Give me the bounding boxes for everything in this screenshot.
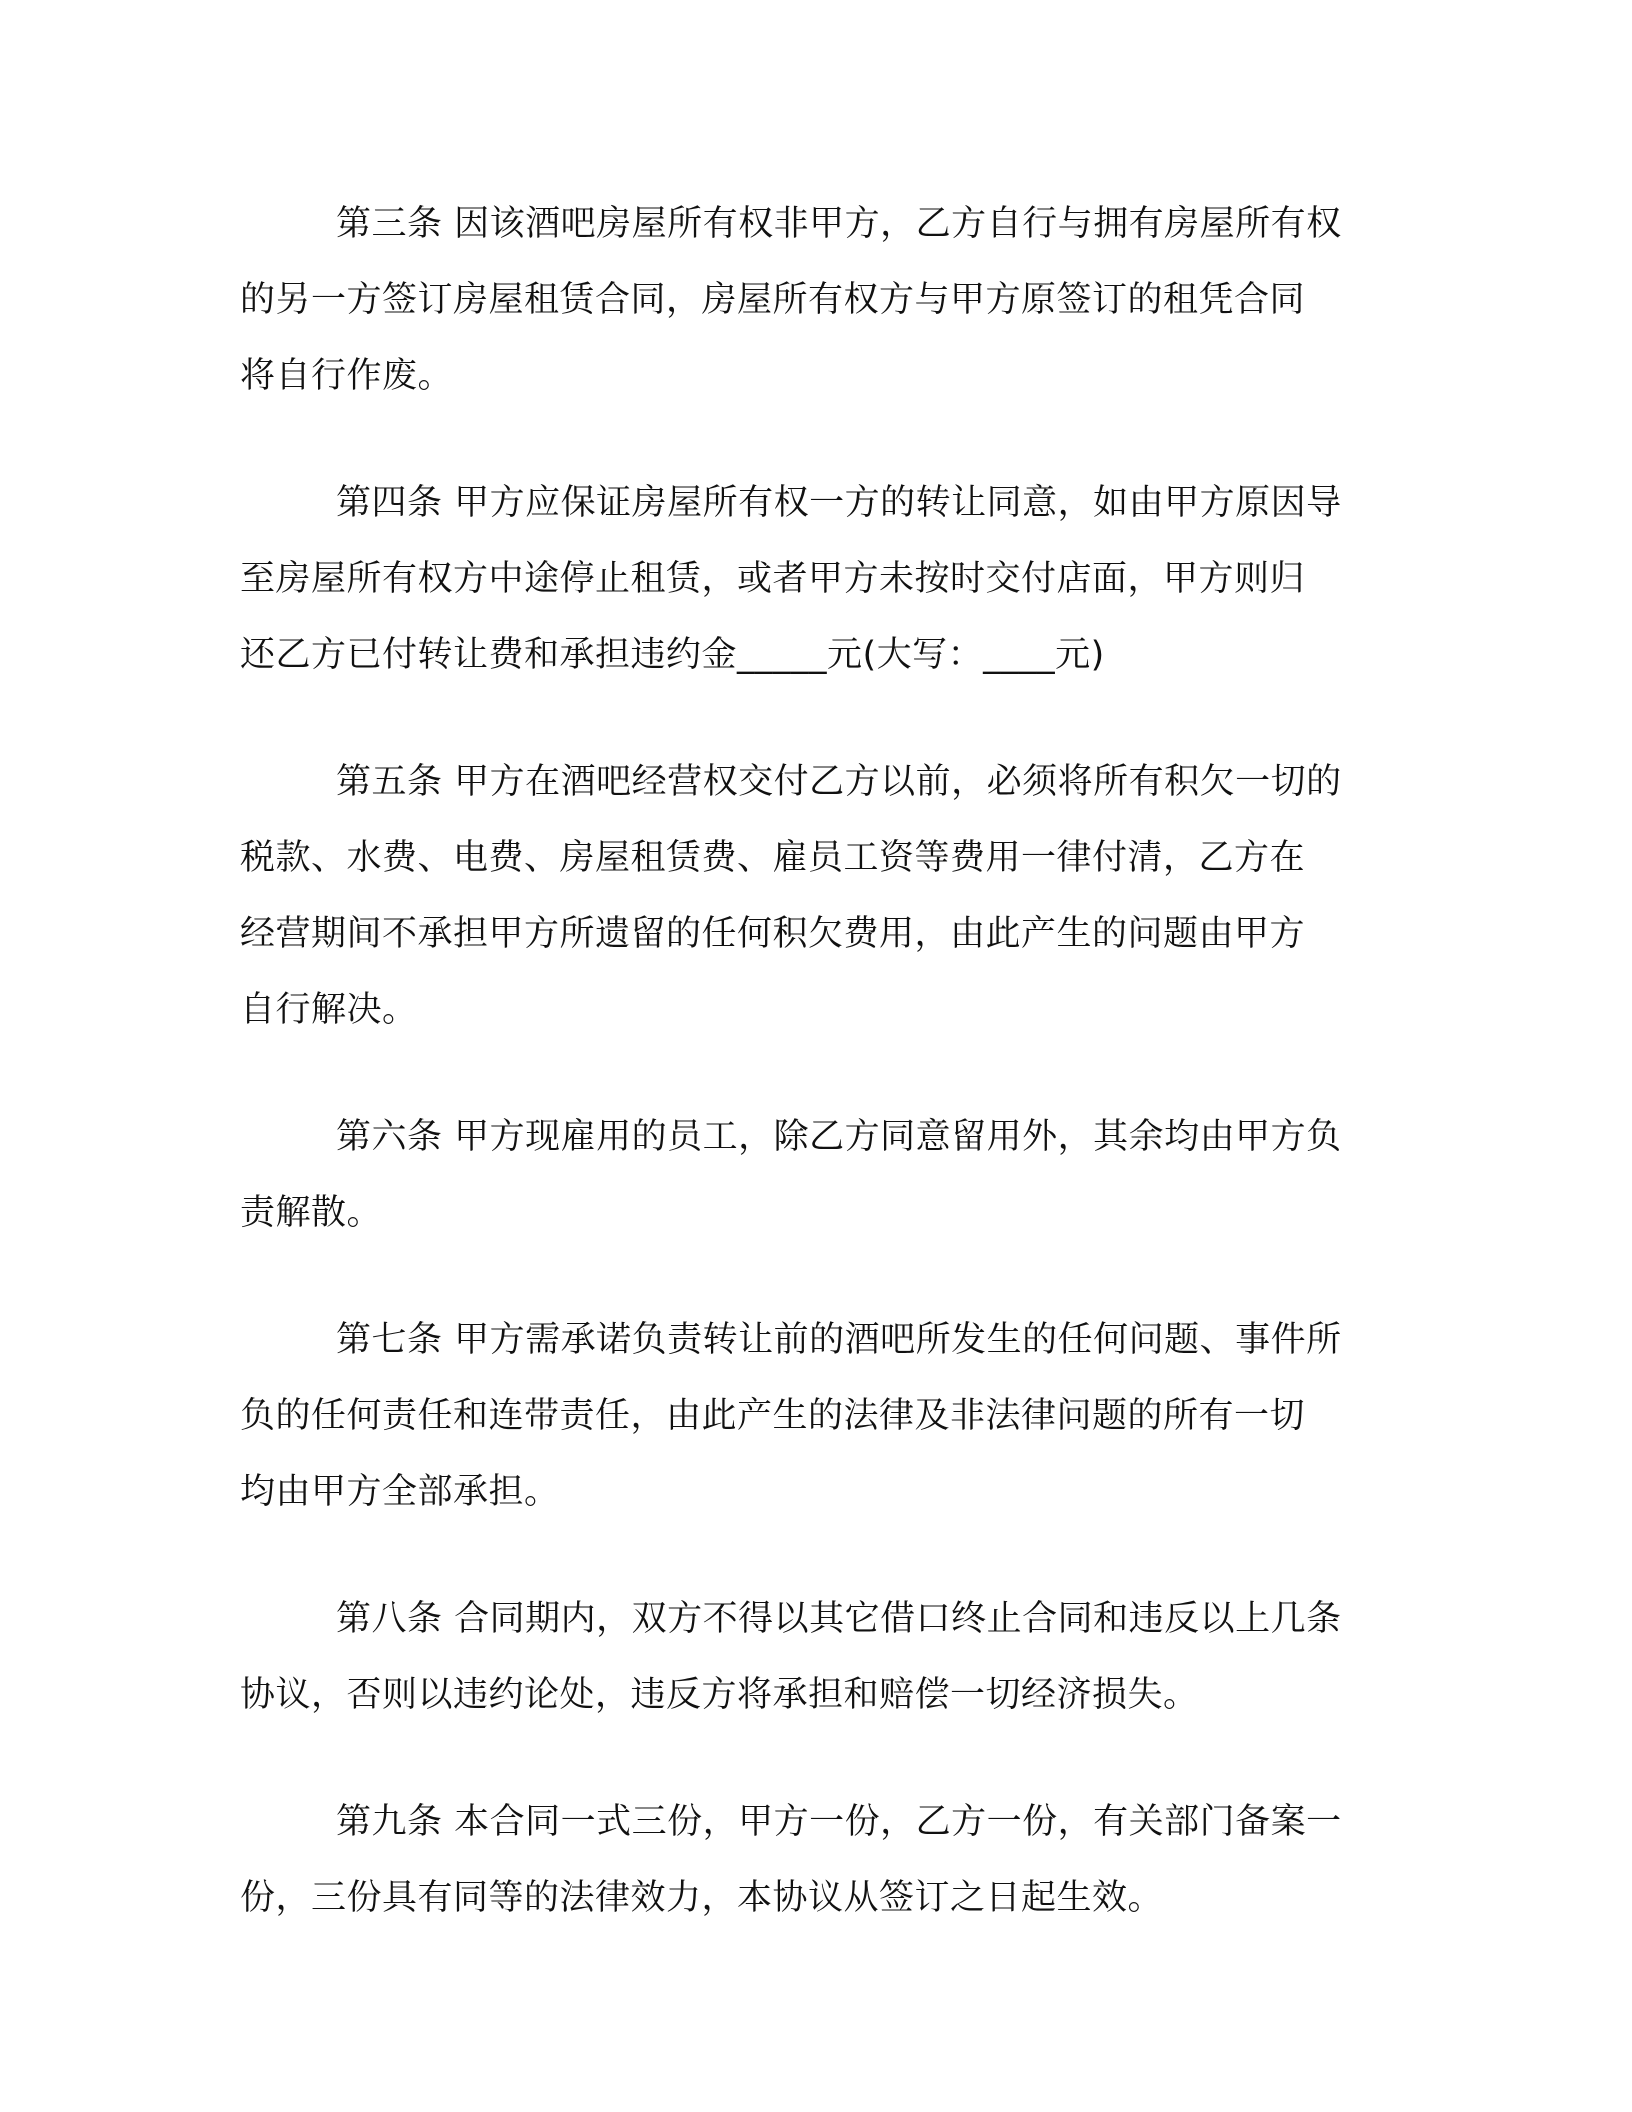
article-line: 自行解决。 (240, 990, 418, 1030)
article-4 (240, 465, 1400, 693)
article-line: 第四条 甲方应保证房屋所有权一方的转让同意，如由甲方原因导 (336, 483, 1342, 523)
article-line: 将自行作废。 (240, 356, 454, 396)
article-line: 税款、水费、电费、房屋租赁费、雇员工资等费用一律付清，乙方在 (240, 838, 1306, 878)
article-line: 负的任何责任和连带责任，由此产生的法律及非法律问题的所有一切 (240, 1396, 1306, 1436)
article-line: 均由甲方全部承担。 (240, 1472, 560, 1512)
article-3 (240, 186, 1400, 414)
article-line: 还乙方已付转让费和承担违约金_____元(大写：____元) (240, 635, 1105, 675)
article-9 (240, 1784, 1400, 1936)
article-line: 经营期间不承担甲方所遗留的任何积欠费用，由此产生的问题由甲方 (240, 914, 1306, 954)
article-line: 第八条 合同期内，双方不得以其它借口终止合同和违反以上几条 (336, 1599, 1342, 1639)
article-line: 的另一方签订房屋租赁合同，房屋所有权方与甲方原签订的租凭合同 (240, 280, 1306, 320)
article-line: 份，三份具有同等的法律效力，本协议从签订之日起生效。 (240, 1878, 1164, 1918)
article-5 (240, 744, 1400, 1048)
article-6 (240, 1099, 1400, 1251)
article-line: 第五条 甲方在酒吧经营权交付乙方以前，必须将所有积欠一切的 (336, 762, 1342, 802)
article-line: 协议，否则以违约论处，违反方将承担和赔偿一切经济损失。 (240, 1675, 1199, 1715)
article-7 (240, 1302, 1400, 1530)
article-line: 第九条 本合同一式三份，甲方一份，乙方一份，有关部门备案一 (336, 1802, 1342, 1842)
article-8 (240, 1581, 1400, 1733)
article-line: 至房屋所有权方中途停止租赁，或者甲方未按时交付店面，甲方则归 (240, 559, 1306, 599)
document-body (240, 186, 1400, 1987)
article-line: 责解散。 (240, 1193, 383, 1233)
article-line: 第七条 甲方需承诺负责转让前的酒吧所发生的任何问题、事件所 (336, 1320, 1342, 1360)
article-line: 第三条 因该酒吧房屋所有权非甲方，乙方自行与拥有房屋所有权 (336, 204, 1342, 244)
article-line: 第六条 甲方现雇用的员工，除乙方同意留用外，其余均由甲方负 (336, 1117, 1342, 1157)
